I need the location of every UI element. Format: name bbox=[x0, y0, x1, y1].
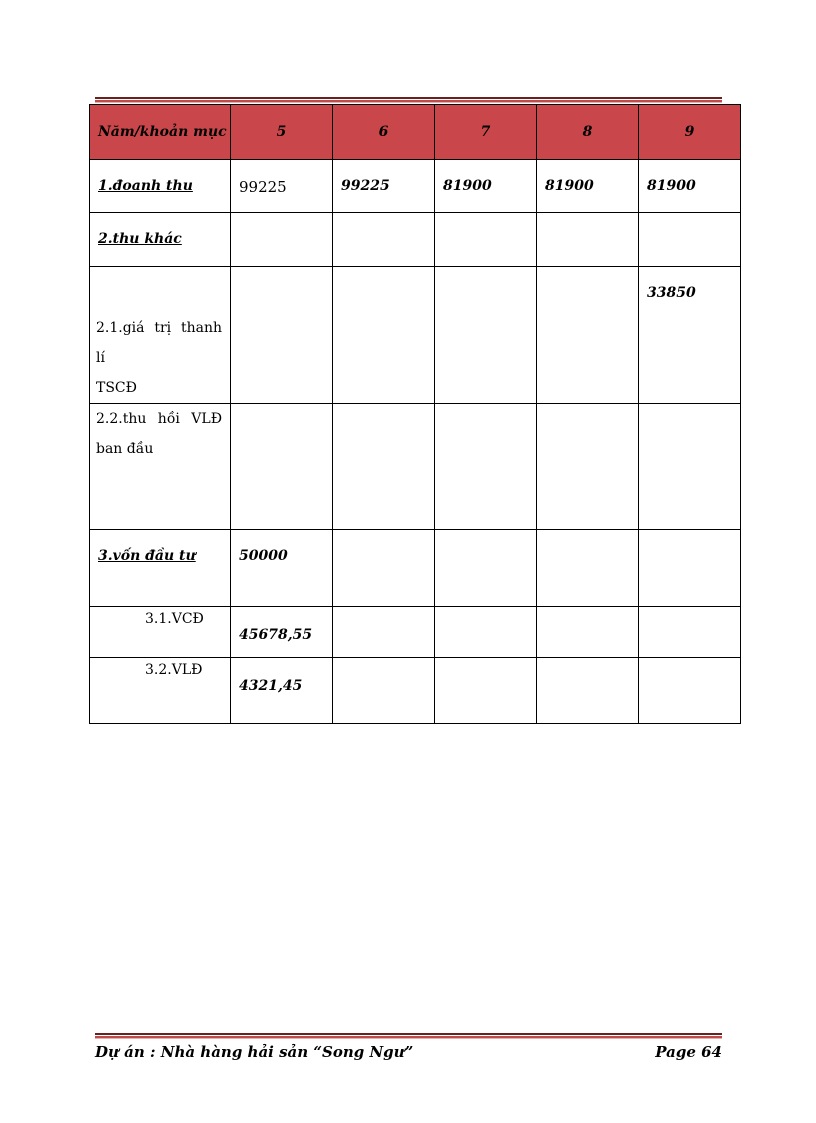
table-cell: 81900 bbox=[647, 178, 696, 194]
row-label-cont: ban đầu bbox=[96, 441, 154, 457]
table-cell: 99225 bbox=[239, 178, 287, 196]
footer-rule bbox=[95, 1033, 722, 1039]
row-label: 3.2.VLĐ bbox=[145, 662, 203, 678]
footer-page-number: Page 64 bbox=[655, 1043, 722, 1061]
row-label: 2.thu khác bbox=[98, 231, 182, 247]
header-cell: 5 bbox=[231, 105, 333, 160]
header-cell: 9 bbox=[639, 105, 741, 160]
table-row bbox=[90, 530, 741, 607]
row-label: 2.2.thu hồi VLĐ bbox=[96, 411, 222, 427]
header-cell: Năm/khoản mục bbox=[90, 105, 231, 160]
table-cell: 4321,45 bbox=[239, 678, 303, 694]
table-header-row bbox=[90, 105, 741, 160]
table-row bbox=[90, 404, 741, 530]
row-label: 2.1.giá trị thanh lí bbox=[96, 320, 222, 366]
row-label: 1.đoanh thu bbox=[98, 178, 193, 194]
table-cell: 50000 bbox=[239, 548, 288, 564]
footer-project-title: Dự án : Nhà hàng hải sản “Song Ngư” bbox=[95, 1043, 414, 1061]
table-row bbox=[90, 658, 741, 724]
table-row bbox=[90, 607, 741, 658]
table-cell: 45678,55 bbox=[239, 627, 313, 643]
table-cell: 33850 bbox=[647, 285, 696, 301]
financial-table bbox=[89, 104, 741, 724]
table-row bbox=[90, 160, 741, 213]
table-cell: 81900 bbox=[443, 178, 492, 194]
header-rule bbox=[95, 97, 722, 103]
header-cell: 7 bbox=[435, 105, 537, 160]
table-cell: 99225 bbox=[341, 178, 390, 194]
table-row bbox=[90, 267, 741, 404]
table-row bbox=[90, 213, 741, 267]
header-cell: 8 bbox=[537, 105, 639, 160]
table-cell: 81900 bbox=[545, 178, 594, 194]
header-cell: 6 bbox=[333, 105, 435, 160]
row-label: 3.vốn đầu tư bbox=[98, 548, 196, 564]
row-label: 3.1.VCĐ bbox=[145, 611, 204, 627]
row-label-cont: TSCĐ bbox=[96, 380, 137, 396]
